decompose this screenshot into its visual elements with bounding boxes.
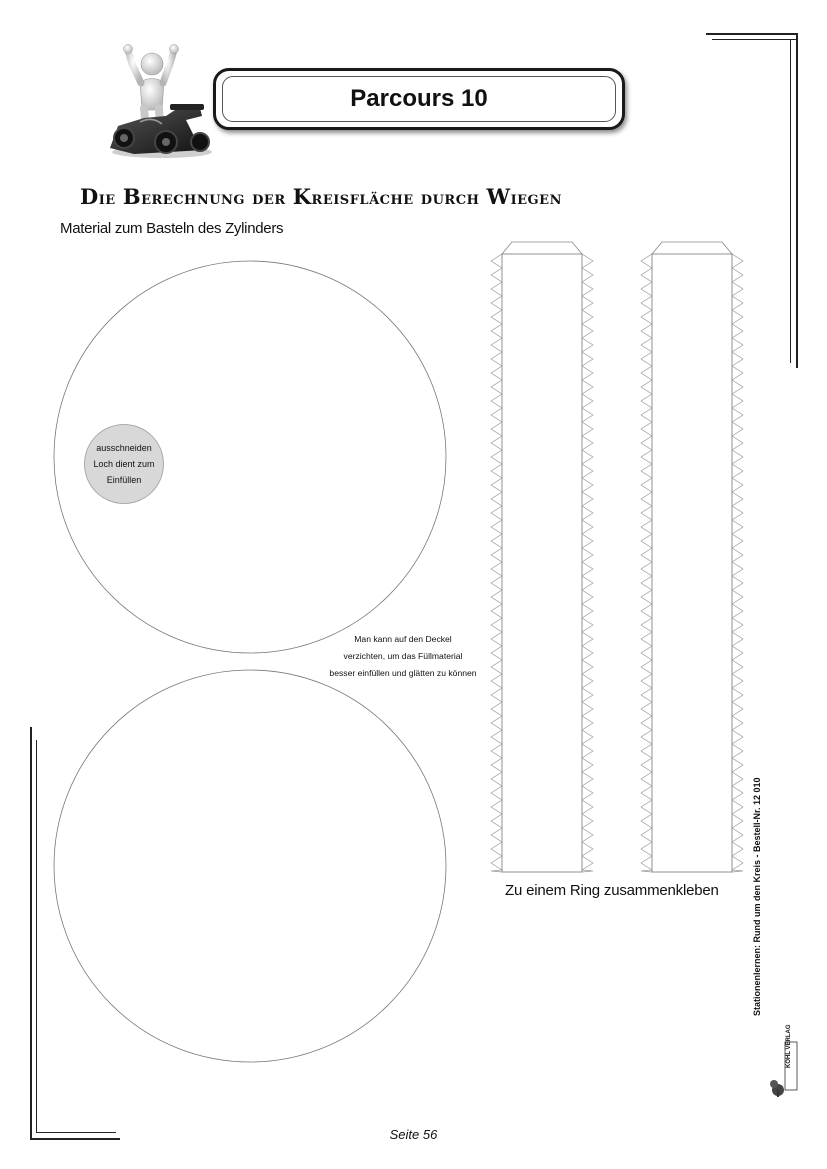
title-box [213, 68, 625, 130]
side-reference: Stationenlernen: Rund um den Kreis - Bestell-Nr. 12 010 [752, 777, 762, 1016]
frame-top-right-h [706, 33, 796, 35]
note-line: verzichten, um das Füllmaterial [343, 651, 463, 661]
figure-on-race-car-icon [104, 42, 216, 160]
frame-bottom-left-v2 [36, 740, 37, 1133]
heading-text: erechnung der [141, 187, 293, 209]
heading-text: iegen [510, 187, 562, 209]
glue-instruction: Zu einem Ring zusammenkleben [505, 882, 719, 899]
cylinder-strip-right [638, 240, 746, 876]
section-heading [80, 184, 680, 209]
heading-initial: D [80, 184, 99, 209]
hole-label-line: Einfüllen [106, 475, 142, 485]
frame-top-right-v [796, 33, 798, 368]
frame-top-right-v2 [790, 39, 791, 363]
heading-text: reisfläche durch [311, 187, 487, 209]
fill-hole-cutout [84, 424, 164, 504]
page-number: Seite 56 [389, 1127, 438, 1142]
lid-note [318, 631, 488, 682]
publisher-logo-icon [768, 1040, 798, 1098]
cylinder-strip-left [488, 240, 596, 876]
page-title: Parcours 10 [222, 76, 616, 122]
circle-lid-bottom [50, 666, 450, 1066]
hole-label-line: Loch dient zum [93, 459, 155, 469]
heading-text: ie [98, 187, 123, 209]
frame-bottom-left-v [30, 727, 32, 1139]
publisher-name: KOHL VERLAG [786, 1024, 792, 1068]
frame-top-right-h2 [712, 39, 796, 40]
note-line: besser einfüllen und glätten zu können [329, 668, 477, 678]
heading-initial: W [486, 184, 511, 209]
heading-initial: K [292, 184, 312, 209]
hole-label-line: ausschneiden [96, 443, 152, 453]
heading-initial: B [122, 184, 142, 209]
note-line: Man kann auf den Deckel [354, 634, 452, 644]
material-label: Material zum Basteln des Zylinders [60, 220, 284, 237]
